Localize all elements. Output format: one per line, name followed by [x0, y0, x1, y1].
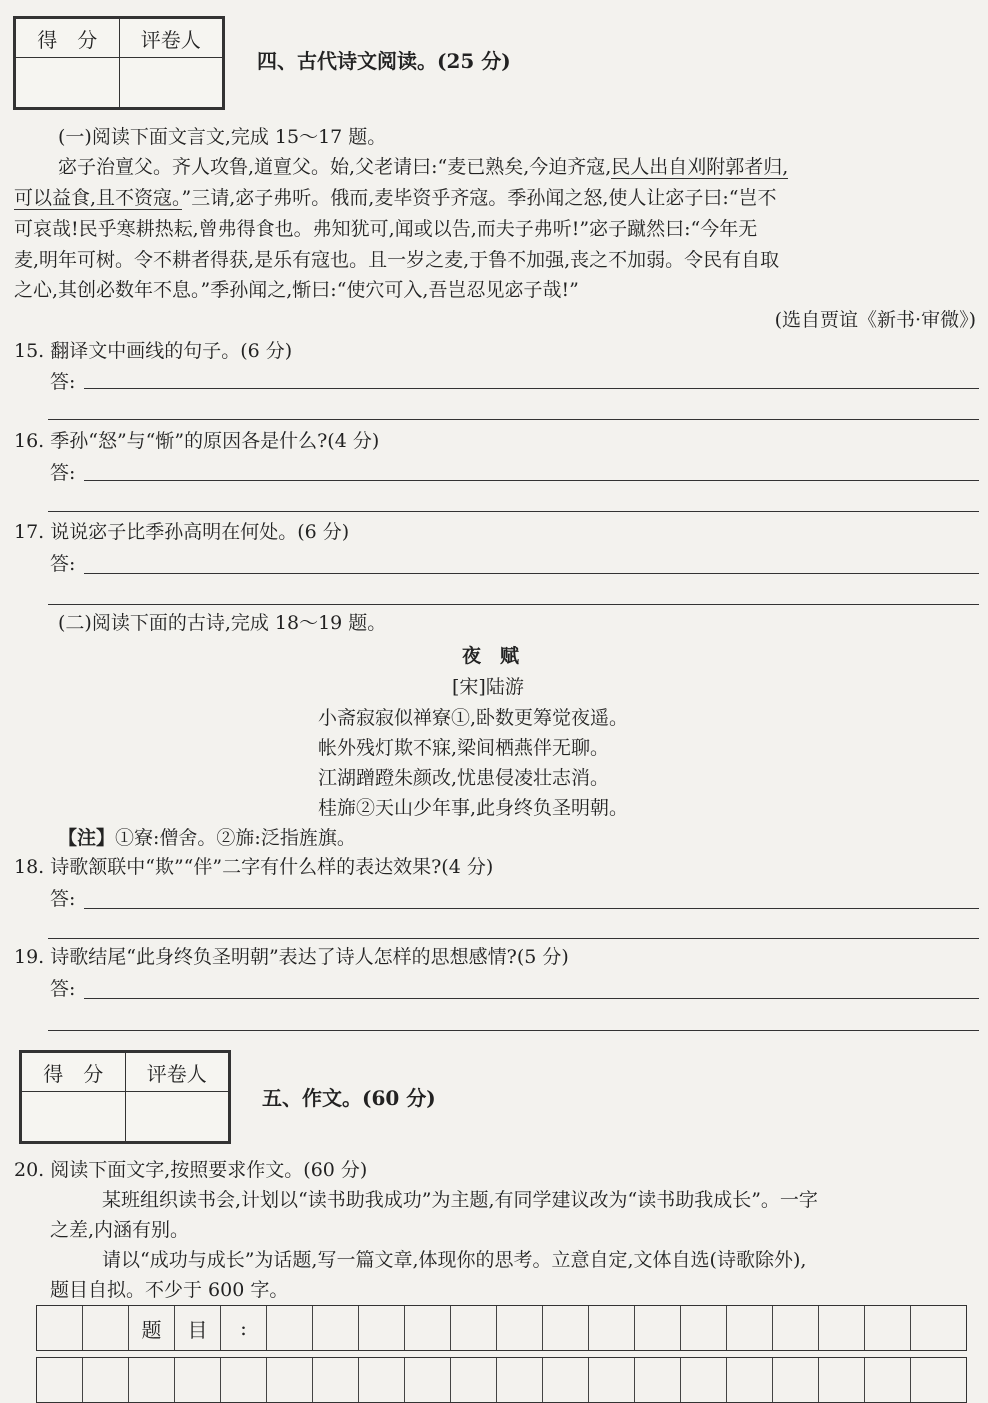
grid-cell[interactable] — [359, 1358, 405, 1402]
grader-input-cell[interactable] — [119, 58, 223, 108]
essay-title-grid[interactable] — [36, 1305, 967, 1351]
question-15: 15. 翻译文中画线的句子。(6 分) — [14, 340, 293, 362]
grid-cell[interactable] — [175, 1358, 221, 1402]
grid-cell[interactable] — [451, 1358, 497, 1402]
grid-cell[interactable] — [359, 1306, 405, 1350]
grid-cell[interactable] — [221, 1358, 267, 1402]
part1-intro: (一)阅读下面文言文,完成 15～17 题。 — [58, 126, 387, 148]
answer-line-18a[interactable] — [84, 908, 979, 909]
passage-line-5: 之心,其创必数年不息。”季孙闻之,惭曰:“使穴可入,吾岂忍见宓子哉!” — [14, 279, 579, 301]
note-label: 【注】 — [58, 827, 116, 849]
grader-label: 评卷人 — [125, 1053, 229, 1092]
score-label: 得 分 — [22, 1053, 126, 1092]
answer-label-17: 答: — [50, 553, 76, 575]
grid-cell[interactable] — [313, 1306, 359, 1350]
passage-line-2: 可以益食,且不资寇。”三请,宓子弗听。俄而,麦毕资乎齐寇。季孙闻之怒,使人让宓子曰:“岂不 — [14, 187, 777, 209]
grader-label: 评卷人 — [119, 19, 223, 58]
grid-cell[interactable] — [497, 1358, 543, 1402]
answer-line-16b[interactable] — [48, 511, 979, 512]
grid-cell[interactable] — [635, 1306, 681, 1350]
answer-label-19: 答: — [50, 978, 76, 1000]
question-19: 19. 诗歌结尾“此身终负圣明朝”表达了诗人怎样的思想感情?(5 分) — [14, 946, 569, 968]
poem-note — [58, 822, 356, 854]
essay-prompt-line-2: 之差,内涵有别。 — [50, 1219, 190, 1241]
answer-label-16: 答: — [50, 462, 76, 484]
answer-line-18b[interactable] — [48, 938, 979, 939]
grid-cell[interactable] — [83, 1358, 129, 1402]
passage-source: (选自贾谊《新书·审微》) — [774, 309, 976, 331]
grader-input-cell[interactable] — [125, 1092, 229, 1142]
answer-line-19a[interactable] — [84, 998, 979, 999]
essay-writing-grid[interactable] — [36, 1357, 967, 1403]
grid-cell[interactable] — [267, 1306, 313, 1350]
question-18: 18. 诗歌颔联中“欺”“伴”二字有什么样的表达效果?(4 分) — [14, 856, 494, 878]
answer-line-17b[interactable] — [48, 604, 979, 605]
score-input-cell[interactable] — [22, 1092, 126, 1142]
note-text: ①寮:僧舍。②旆:泛指旌旗。 — [115, 827, 356, 849]
answer-label-15: 答: — [50, 371, 76, 393]
grid-cell[interactable] — [37, 1306, 83, 1350]
question-16: 16. 季孙“怒”与“惭”的原因各是什么?(4 分) — [14, 430, 380, 452]
grid-cell[interactable] — [681, 1306, 727, 1350]
poem-title: 夜 赋 — [462, 645, 520, 667]
essay-prompt-line-1: 某班组织读书会,计划以“读书助我成功”为主题,有同学建议改为“读书助我成长”。一字 — [102, 1189, 818, 1211]
grid-cell[interactable] — [543, 1306, 589, 1350]
answer-line-15a[interactable] — [84, 388, 979, 389]
grid-cell[interactable] — [497, 1306, 543, 1350]
grid-cell[interactable] — [543, 1358, 589, 1402]
grid-cell[interactable] — [727, 1306, 773, 1350]
score-label: 得 分 — [16, 19, 120, 58]
grid-cell[interactable] — [635, 1358, 681, 1402]
passage-line-3: 可哀哉!民乎寒耕热耘,曾弗得食也。弗知犹可,闻或以告,而夫子弗听!”宓子蹴然曰:“今年无 — [14, 218, 758, 240]
grid-cell[interactable] — [405, 1358, 451, 1402]
grid-cell[interactable] — [451, 1306, 497, 1350]
grid-cell[interactable] — [313, 1358, 359, 1402]
grid-cell-title-char-2: 目 — [175, 1306, 221, 1350]
grid-cell[interactable] — [129, 1358, 175, 1402]
answer-line-17a[interactable] — [84, 573, 979, 574]
grid-cell-title-char-1: 题 — [129, 1306, 175, 1350]
section5-title: 五、作文。(60 分) — [262, 1086, 436, 1110]
grid-cell[interactable] — [911, 1358, 957, 1402]
grid-cell[interactable] — [819, 1306, 865, 1350]
grid-cell[interactable] — [773, 1306, 819, 1350]
poem-line-2: 帐外残灯欺不寐,梁间栖燕伴无聊。 — [318, 737, 610, 759]
grid-cell[interactable] — [681, 1358, 727, 1402]
grid-cell[interactable] — [865, 1358, 911, 1402]
poem-line-4: 桂旆②天山少年事,此身终负圣明朝。 — [318, 797, 629, 819]
underlined-sentence-1: 民人出自刈附郭者归, — [611, 156, 789, 178]
answer-line-16a[interactable] — [84, 480, 979, 481]
grid-cell[interactable] — [727, 1358, 773, 1402]
grid-cell[interactable] — [819, 1358, 865, 1402]
answer-label-18: 答: — [50, 888, 76, 910]
grid-cell[interactable] — [405, 1306, 451, 1350]
answer-line-19b[interactable] — [48, 1030, 979, 1031]
grid-cell[interactable] — [589, 1358, 635, 1402]
passage-line-1: 宓子治亶父。齐人攻鲁,道亶父。始,父老请曰:“麦已熟矣,今迫齐寇,民人出自刈附郭者归, — [58, 156, 789, 178]
essay-requirement-line-2: 题目自拟。不少于 600 字。 — [50, 1279, 289, 1301]
grid-cell[interactable] — [865, 1306, 911, 1350]
score-input-cell[interactable] — [16, 58, 120, 108]
grid-cell[interactable] — [773, 1358, 819, 1402]
grid-cell[interactable] — [267, 1358, 313, 1402]
part2-intro: (二)阅读下面的古诗,完成 18～19 题。 — [58, 612, 387, 634]
question-17: 17. 说说宓子比季孙高明在何处。(6 分) — [14, 521, 350, 543]
question-20: 20. 阅读下面文字,按照要求作文。(60 分) — [14, 1159, 368, 1181]
score-box-section5 — [19, 1050, 231, 1144]
answer-line-15b[interactable] — [48, 419, 979, 420]
grid-cell[interactable] — [83, 1306, 129, 1350]
grid-cell[interactable] — [37, 1358, 83, 1402]
grid-cell[interactable] — [589, 1306, 635, 1350]
passage-line-4: 麦,明年可树。令不耕者得获,是乐有寇也。且一岁之麦,于鲁不加强,丧之不加弱。令民有自取 — [14, 249, 780, 271]
poem-line-1: 小斋寂寂似禅寮①,卧数更筹觉夜遥。 — [318, 707, 629, 729]
underlined-sentence-2: 可以益食,且不资寇。 — [14, 187, 182, 209]
grid-cell[interactable] — [911, 1306, 957, 1350]
essay-requirement-line-1: 请以“成功与成长”为话题,写一篇文章,体现你的思考。立意自定,文体自选(诗歌除外), — [102, 1249, 807, 1271]
grid-cell-title-colon: : — [221, 1306, 267, 1350]
score-box-section4 — [13, 16, 225, 110]
section4-title: 四、古代诗文阅读。(25 分) — [257, 49, 511, 73]
poem-author: [宋]陆游 — [452, 676, 524, 698]
poem-line-3: 江湖蹭蹬朱颜改,忧患侵凌壮志消。 — [318, 767, 610, 789]
